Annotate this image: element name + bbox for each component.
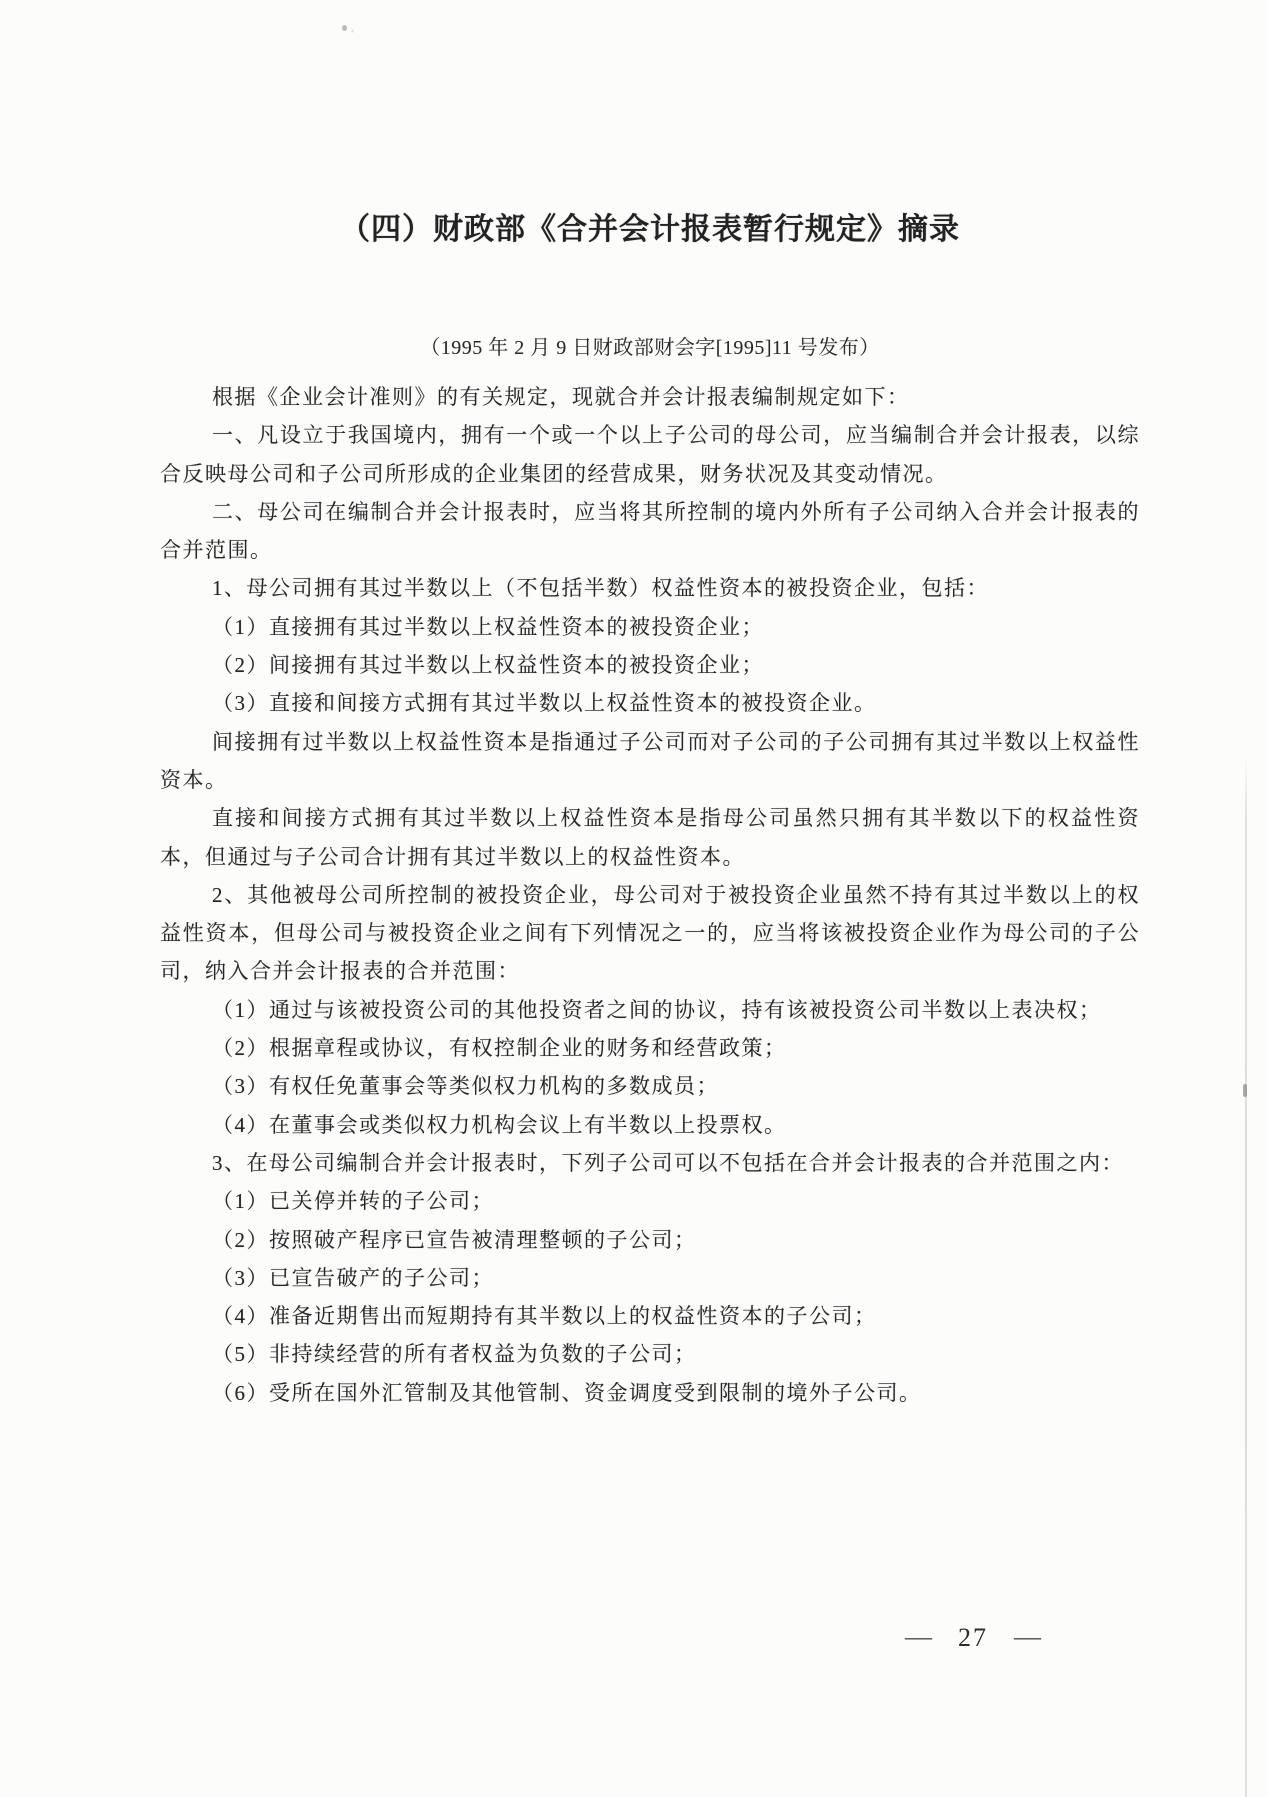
- footer-dash-left: —: [905, 1620, 932, 1651]
- paragraph: 1、母公司拥有其过半数以上（不包括半数）权益性资本的被投资企业，包括：: [212, 576, 989, 601]
- document-subtitle: （1995 年 2 月 9 日财政部财会字[1995]11 号发布）: [420, 337, 880, 359]
- paragraph: 直接和间接方式拥有其过半数以上权益性资本是指母公司虽然只拥有其半数以下的权益性资本，但通过与子公司合计拥有其过半数以上的权益性资本。: [160, 806, 1140, 869]
- paragraph: （6）受所在国外汇管制及其他管制、资金调度受到限制的境外子公司。: [212, 1380, 922, 1405]
- document-body: [160, 378, 1140, 1412]
- paragraph: （4）在董事会或类似权力机构会议上有半数以上投票权。: [212, 1112, 787, 1137]
- scan-edge-tick-artifact: [1243, 1084, 1247, 1097]
- paragraph: 一、凡设立于我国境内，拥有一个或一个以上子公司的母公司，应当编制合并会计报表，以综合反映母公司和子公司所形成的企业集团的经营成果，财务状况及其变动情况。: [160, 423, 1140, 486]
- paragraph: （4）准备近期售出而短期持有其半数以上的权益性资本的子公司；: [212, 1304, 877, 1329]
- paragraph: （1）通过与该被投资公司的其他投资者之间的协议，持有该被投资公司半数以上表决权；: [212, 997, 1102, 1022]
- paragraph: 二、母公司在编制合并会计报表时，应当将其所控制的境内外所有子公司纳入合并会计报表的合并范围。: [160, 499, 1140, 563]
- paragraph: （2）根据章程或协议，有权控制企业的财务和经营政策；: [212, 1036, 787, 1061]
- paragraph: （5）非持续经营的所有者权益为负数的子公司；: [212, 1342, 697, 1367]
- paragraph: 根据《企业会计准则》的有关规定，现就合并会计报表编制规定如下：: [212, 385, 910, 409]
- paragraph: （3）有权任免董事会等类似权力机构的多数成员；: [212, 1074, 719, 1099]
- page-footer: [905, 1620, 1041, 1656]
- paragraph: 3、在母公司编制合并会计报表时，下列子公司可以不包括在合并会计报表的合并范围之内：: [212, 1150, 1124, 1175]
- paragraph: （1）直接拥有其过半数以上权益性资本的被投资企业；: [212, 614, 764, 639]
- paragraph: （2）按照破产程序已宣告被清理整顿的子公司；: [212, 1227, 697, 1252]
- paragraph: （2）间接拥有其过半数以上权益性资本的被投资企业；: [212, 653, 764, 678]
- paragraph: 间接拥有过半数以上权益性资本是指通过子公司而对子公司的子公司拥有其过半数以上权益性资本。: [160, 729, 1140, 792]
- page-number: 27: [958, 1623, 988, 1652]
- paragraph: 2、其他被母公司所控制的被投资企业，母公司对于被投资企业虽然不持有其过半数以上的权益性资本，但母公司与被投资企业之间有下列情况之一的，应当将该被投资企业作为母公司的子公司，纳入合并会计报表的合并范围：: [160, 882, 1140, 984]
- footer-dash-right: —: [1014, 1620, 1041, 1651]
- document-title: （四）财政部《合并会计报表暂行规定》摘录: [340, 213, 960, 246]
- document-content: [160, 0, 1140, 1412]
- paragraph: （3）直接和间接方式拥有其过半数以上权益性资本的被投资企业。: [212, 691, 877, 716]
- paragraph: （3）已宣告破产的子公司；: [212, 1265, 494, 1290]
- scan-edge-line-artifact: [1245, 755, 1247, 1797]
- paragraph: （1）已关停并转的子公司；: [212, 1189, 494, 1214]
